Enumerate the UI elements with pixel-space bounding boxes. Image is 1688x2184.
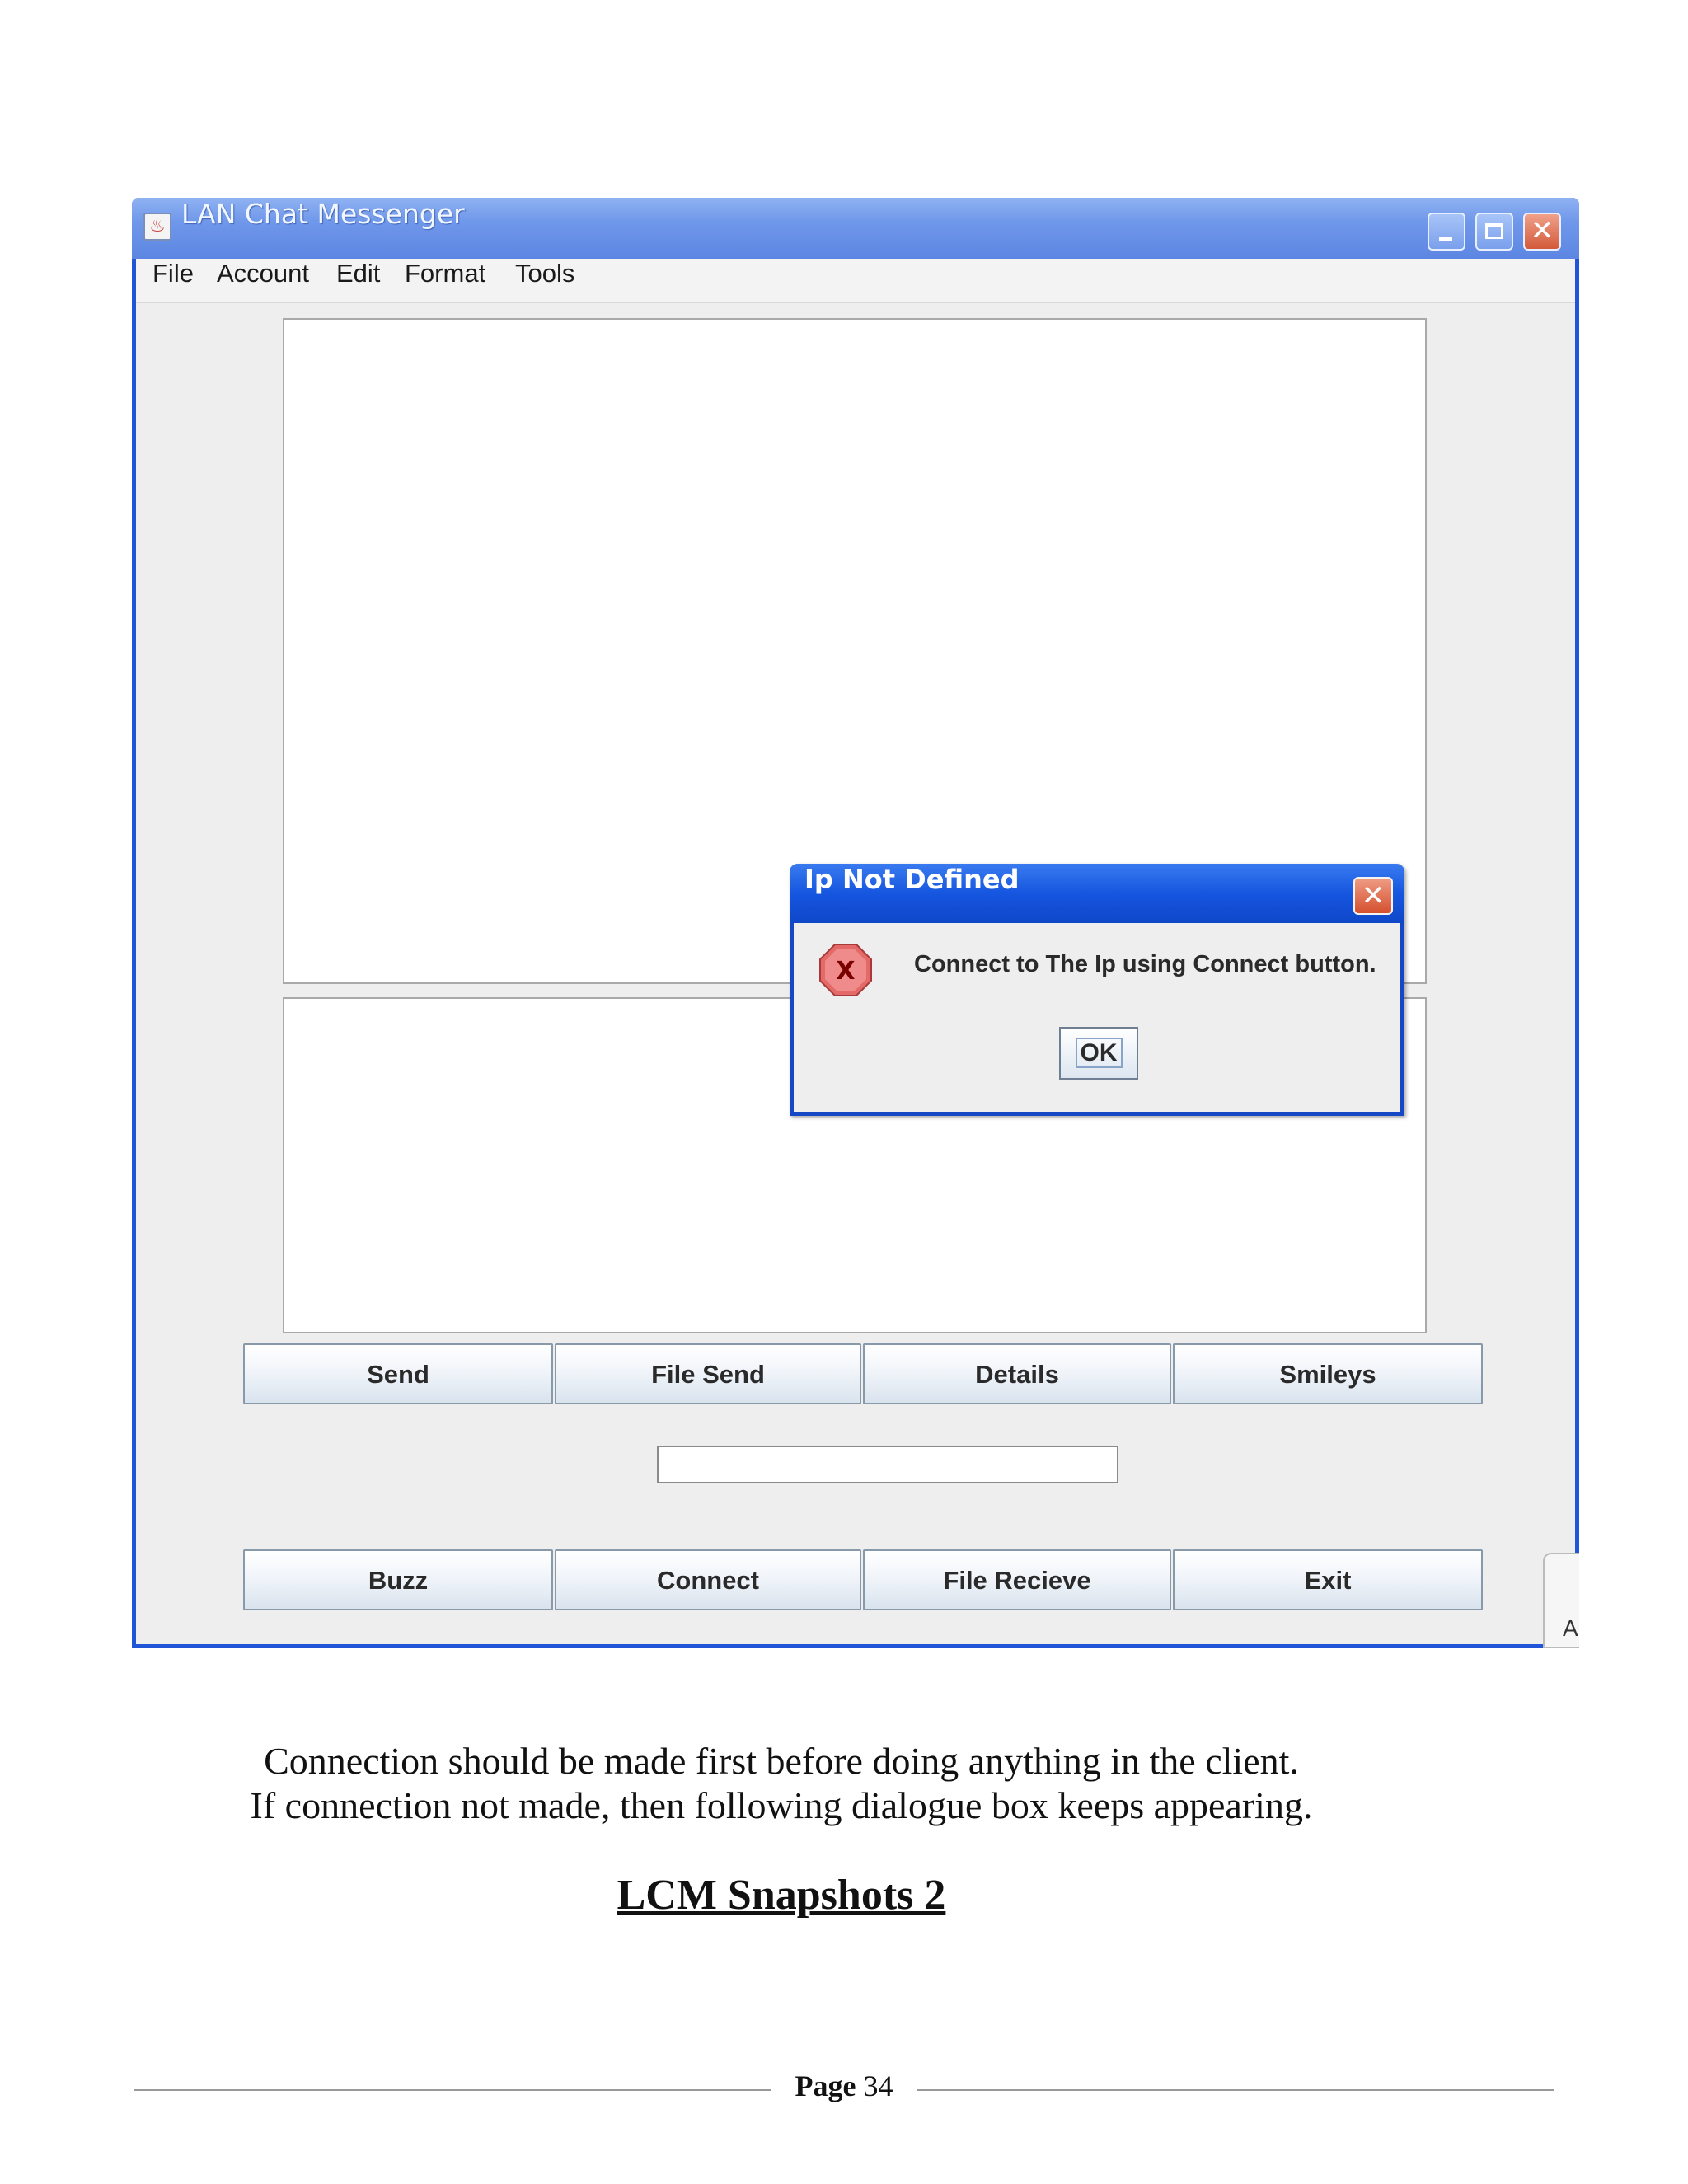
- file-recieve-button[interactable]: File Recieve: [863, 1549, 1171, 1610]
- footer-page-number: 34: [863, 2069, 893, 2102]
- maximize-icon: [1485, 223, 1503, 239]
- minimize-button[interactable]: [1428, 213, 1465, 251]
- background-window-edge: A: [1543, 1553, 1579, 1648]
- buzz-button[interactable]: Buzz: [243, 1549, 553, 1610]
- java-app-icon: ♨: [143, 213, 171, 241]
- close-icon: ✕: [1530, 214, 1554, 247]
- menu-tools[interactable]: Tools: [515, 259, 575, 288]
- menu-file[interactable]: File: [152, 259, 194, 288]
- file-send-button[interactable]: File Send: [555, 1343, 861, 1404]
- ip-input[interactable]: [657, 1446, 1118, 1483]
- footer-page-label: Page: [795, 2069, 856, 2102]
- exit-button[interactable]: Exit: [1173, 1549, 1483, 1610]
- window-title-bar[interactable]: [132, 198, 1579, 259]
- dialog-message: Connect to The Ip using Connect button.: [914, 951, 1376, 977]
- section-heading: LCM Snapshots 2: [617, 1872, 946, 1919]
- window-title: LAN Chat Messenger: [181, 198, 465, 230]
- connect-button[interactable]: Connect: [555, 1549, 861, 1610]
- smileys-button[interactable]: Smileys: [1173, 1343, 1483, 1404]
- menu-format[interactable]: Format: [405, 259, 486, 288]
- caption-line-2: If connection not made, then following dialogue box keeps appearing.: [250, 1784, 1313, 1826]
- page-footer: [0, 2069, 1688, 2103]
- minimize-icon: [1439, 237, 1452, 241]
- menu-account[interactable]: Account: [217, 259, 310, 288]
- menu-edit[interactable]: Edit: [336, 259, 381, 288]
- svg-text:X: X: [836, 957, 856, 986]
- maximize-button[interactable]: [1475, 213, 1513, 251]
- dialog-title-bar[interactable]: [790, 864, 1404, 923]
- menu-bar: [136, 259, 1575, 303]
- dialog-close-button[interactable]: [1353, 877, 1393, 915]
- ok-button-label: OK: [1076, 1038, 1123, 1068]
- close-button[interactable]: [1523, 213, 1561, 251]
- details-button[interactable]: Details: [863, 1343, 1171, 1404]
- dialog-title: Ip Not Defined: [804, 864, 1020, 895]
- ip-not-defined-dialog: [790, 864, 1404, 1116]
- send-button[interactable]: Send: [243, 1343, 553, 1404]
- caption-line-1: Connection should be made first before doing anything in the client.: [264, 1740, 1299, 1782]
- error-icon: [818, 943, 873, 997]
- ok-button[interactable]: [1059, 1027, 1138, 1080]
- close-icon: ✕: [1361, 879, 1386, 912]
